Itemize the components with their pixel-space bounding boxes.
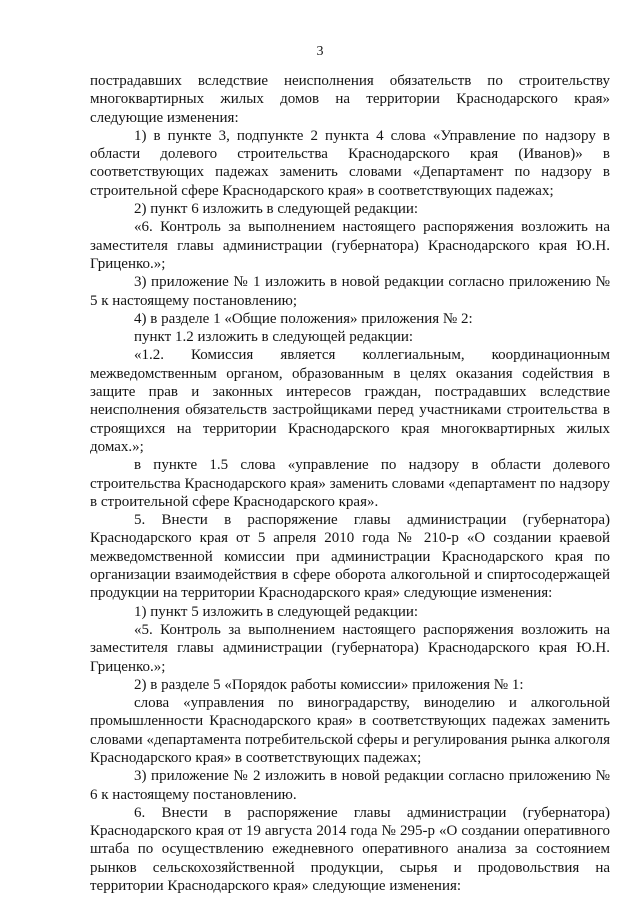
- paragraph: 1) в пункте 3, подпункте 2 пункта 4 слова «Управление по надзору в области долевого строительства Краснодарского края (Иванов)» в соответствующих падежах заменить словами «Департамент по надзору в строительной сфере Краснодарского края» в соответствующих падежах;: [90, 127, 610, 199]
- paragraph: 5. Внести в распоряжение главы администрации (губернатора) Краснодарского края от 5 апреля 2010 года № 210-р «О создании краевой межведомственной комиссии при администрации Краснодарского края по организации взаимодействия в сфере оборота алкогольной и спиртосодержащей продукции на территории Краснодарского края» следующие изменения:: [90, 512, 610, 602]
- paragraph: 2) пункт 6 изложить в следующей редакции:: [134, 201, 419, 218]
- paragraph: слова «управления по виноградарству, виноделию и алкогольной промышленности Краснодарского края» в соответствующих падежах заменить словами «департамента потребительской сферы и регулирования рынка алкоголя Краснодарского края» в соответствующих падежах;: [90, 695, 610, 766]
- paragraph: «6. Контроль за выполнением настоящего распоряжения возложить на заместителя главы администрации (губернатора) Краснодарского края Ю.Н. Гриценко.»;: [90, 219, 610, 272]
- paragraph: «1.2. Комиссия является коллегиальным, координационным межведомственным органом, образованным в целях оказания содействия в защите прав и законных интересов граждан, пострадавших вследствие неисполнения обязательств застройщиками перед участниками строительства в строящихся на территории Краснодарского края многоквартирных жилых домах.»;: [90, 347, 610, 455]
- paragraph: 6. Внести в распоряжение главы администрации (губернатора) Краснодарского края от 19 августа 2014 года № 295-р «О создании оперативного штаба по осуществлению ежедневного оперативного анализа за состоянием рынков сельскохозяйственной продукции, сырья и продовольствия на территории Краснодарского края» следующие изменения:: [90, 804, 610, 895]
- paragraph: пункт 1.2 изложить в следующей редакции:: [134, 329, 414, 346]
- paragraph: 2) в разделе 5 «Порядок работы комиссии» приложения № 1:: [134, 676, 524, 693]
- paragraph: пострадавших вследствие неисполнения обязательств по строительству многоквартирных жилых домов на территории Краснодарского края» следующие изменения:: [90, 73, 610, 126]
- page-number: 3: [316, 44, 324, 59]
- paragraph: 1) пункт 5 изложить в следующей редакции:: [134, 603, 419, 620]
- document-body: [90, 72, 610, 895]
- paragraph: 3) приложение № 1 изложить в новой редакции согласно приложению № 5 к настоящему постановлению;: [90, 274, 610, 309]
- paragraph: 4) в разделе 1 «Общие положения» приложения № 2:: [134, 310, 473, 327]
- paragraph: в пункте 1.5 слова «управление по надзору в области долевого строительства Краснодарского края» заменить словами «департамент по надзору в строительной сфере Краснодарского края».: [90, 457, 610, 510]
- paragraph: 3) приложение № 2 изложить в новой редакции согласно приложению № 6 к настоящему постановлению.: [90, 768, 610, 803]
- paragraph: «5. Контроль за выполнением настоящего распоряжения возложить на заместителя главы администрации (губернатора) Краснодарского края Ю.Н. Гриценко.»;: [90, 621, 610, 675]
